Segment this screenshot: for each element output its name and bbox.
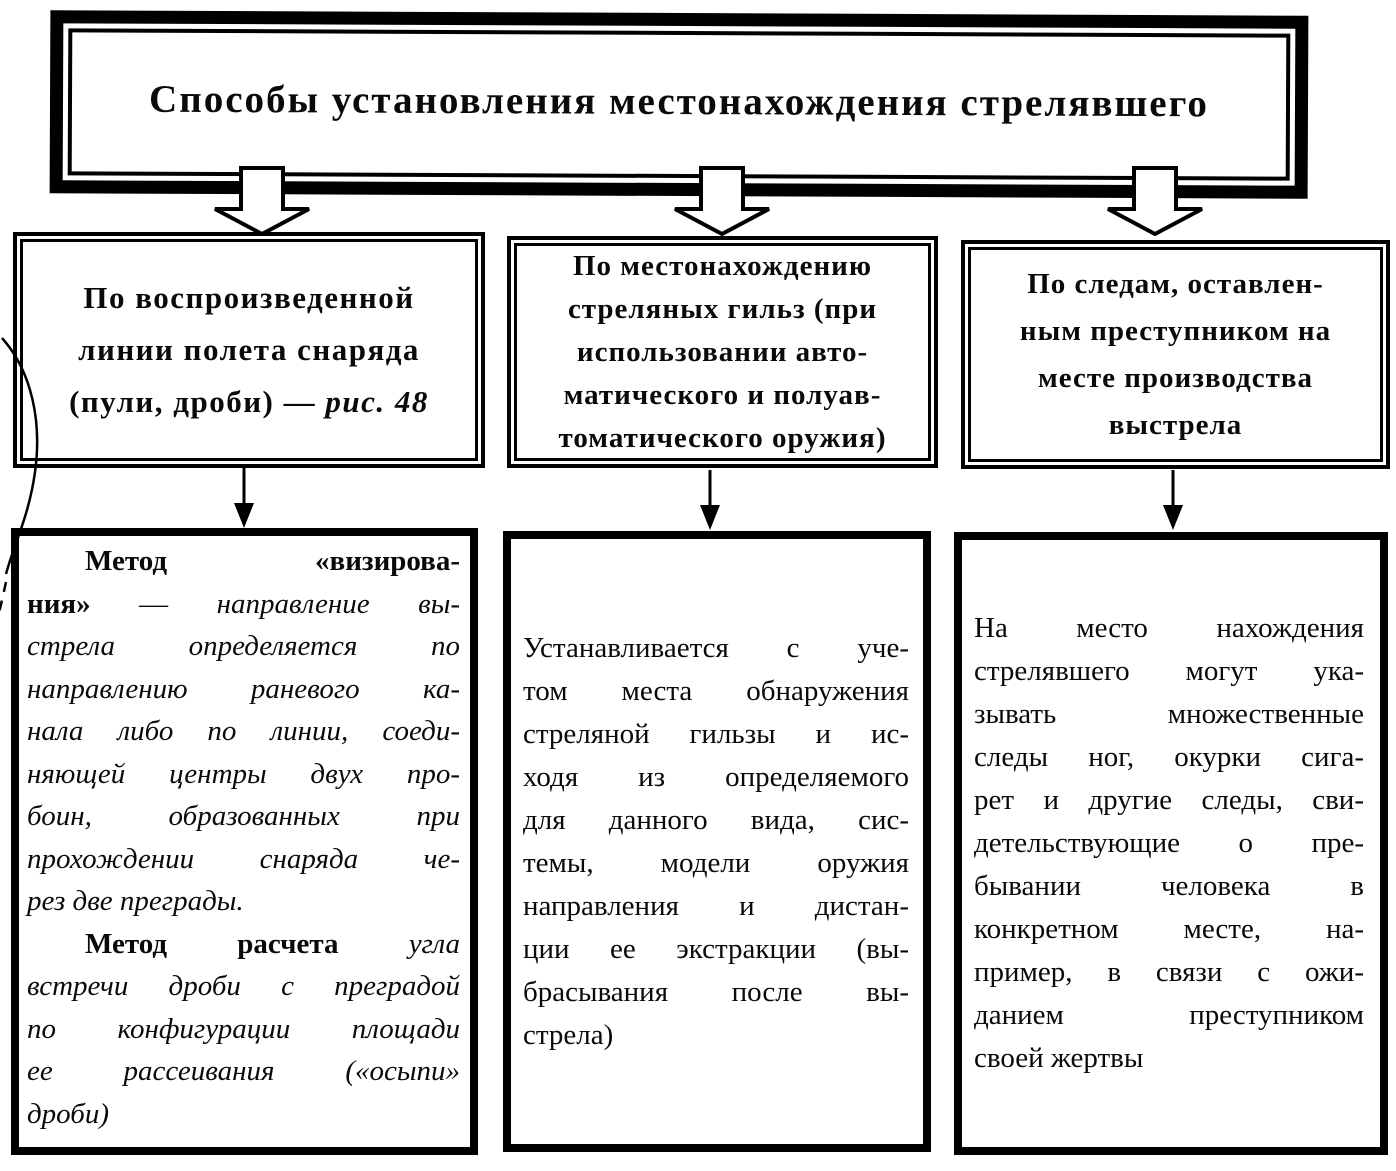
- text-line: направлению раневого ка-: [27, 672, 460, 705]
- branch-box-trajectory: [13, 232, 485, 468]
- detail-box-cartridge-cases: [503, 531, 931, 1152]
- text-line: брасывания после вы-: [523, 975, 909, 1008]
- text-line: боин, образованных при: [27, 800, 460, 832]
- text-line: ным преступником на: [1019, 314, 1332, 347]
- text-line: рет и другие следы, сви-: [974, 784, 1364, 816]
- title-inner-frame: [68, 28, 1291, 180]
- down-block-arrow-1: [212, 166, 312, 236]
- text-line: следы ног, окурки сига-: [974, 741, 1364, 773]
- branch-traces-text: [971, 250, 1380, 459]
- text-line: месте производства: [1038, 361, 1313, 394]
- text-line: использовании авто-: [576, 335, 869, 368]
- detail-trajectory-text: [27, 540, 460, 1135]
- text-line: ния» — направление вы-: [27, 587, 461, 620]
- text-line: том места обнаружения: [523, 674, 909, 707]
- branch-box-traces: [961, 240, 1390, 469]
- text-line: ции ее экстракции (вы-: [523, 932, 909, 965]
- down-block-arrow-2: [672, 166, 772, 236]
- text-line: стрела): [523, 1018, 614, 1051]
- text-line: На место нахождения: [974, 612, 1364, 644]
- detail-traces-text: [974, 607, 1364, 1080]
- down-thin-arrow-3: [1160, 470, 1186, 532]
- text-line: линии полета снаряда: [78, 332, 420, 367]
- text-line: По местонахождению: [572, 249, 873, 282]
- text-line: ходя из определяемого: [523, 760, 909, 793]
- detail-box-traces: [954, 532, 1388, 1155]
- text-line: матического и полуав-: [563, 378, 882, 411]
- text-line: Устанавливается с уче-: [523, 631, 909, 664]
- text-line: томатического оружия): [558, 421, 887, 454]
- text-line: прохождении снаряда че-: [27, 842, 460, 875]
- text-line: стреляной гильзы и ис-: [523, 717, 909, 750]
- branch-cartridge-cases-text: [517, 246, 928, 458]
- text-line: нала либо по линии, соеди-: [27, 715, 460, 747]
- text-line: рез две преграды.: [27, 885, 244, 917]
- text-line: своей жертвы: [974, 1042, 1144, 1074]
- text-line: Метод «визирова-: [85, 545, 460, 577]
- text-line: конкретном месте, на-: [974, 913, 1364, 945]
- text-line: стрела определяется по: [27, 630, 460, 662]
- text-line: для данного вида, сис-: [523, 803, 909, 836]
- text-line: стрелявшего могут ука-: [974, 655, 1364, 687]
- text-line: темы, модели оружия: [523, 846, 909, 879]
- text-line: встречи дроби с преградой: [27, 970, 460, 1002]
- text-line: По воспроизведенной: [83, 280, 415, 315]
- text-line: По следам, оставлен-: [1027, 267, 1324, 300]
- text-line: (пули, дроби) — рис. 48: [69, 384, 429, 419]
- text-line: няющей центры двух про-: [27, 757, 460, 790]
- text-line: ее рассеивания («осыпи»: [27, 1055, 460, 1087]
- text-line: стреляных гильз (при: [567, 292, 878, 325]
- branch-trajectory-text: [23, 242, 475, 458]
- text-line: бывании человека в: [974, 870, 1364, 902]
- detail-box-trajectory: [11, 528, 478, 1155]
- down-block-arrow-3: [1105, 166, 1205, 236]
- text-line: зывать множественные: [974, 698, 1364, 730]
- text-line: выстрела: [1108, 408, 1243, 441]
- down-thin-arrow-1: [231, 468, 257, 530]
- detail-cartridge-cases-text: [523, 627, 909, 1057]
- branch-box-cartridge-cases: [507, 236, 938, 468]
- text-line: детельствующие о пре-: [974, 827, 1364, 859]
- text-line: пример, в связи с ожи-: [974, 956, 1364, 988]
- text-line: данием преступником: [974, 999, 1364, 1031]
- text-line: Метод расчета угла: [85, 927, 460, 960]
- text-line: дроби): [27, 1097, 110, 1130]
- text-line: направления и дистан-: [523, 889, 909, 922]
- down-thin-arrow-2: [697, 470, 723, 532]
- text-line: по конфигурации площади: [27, 1012, 460, 1045]
- diagram-title: Способы установления местонахождения стрелявшего: [149, 77, 1210, 126]
